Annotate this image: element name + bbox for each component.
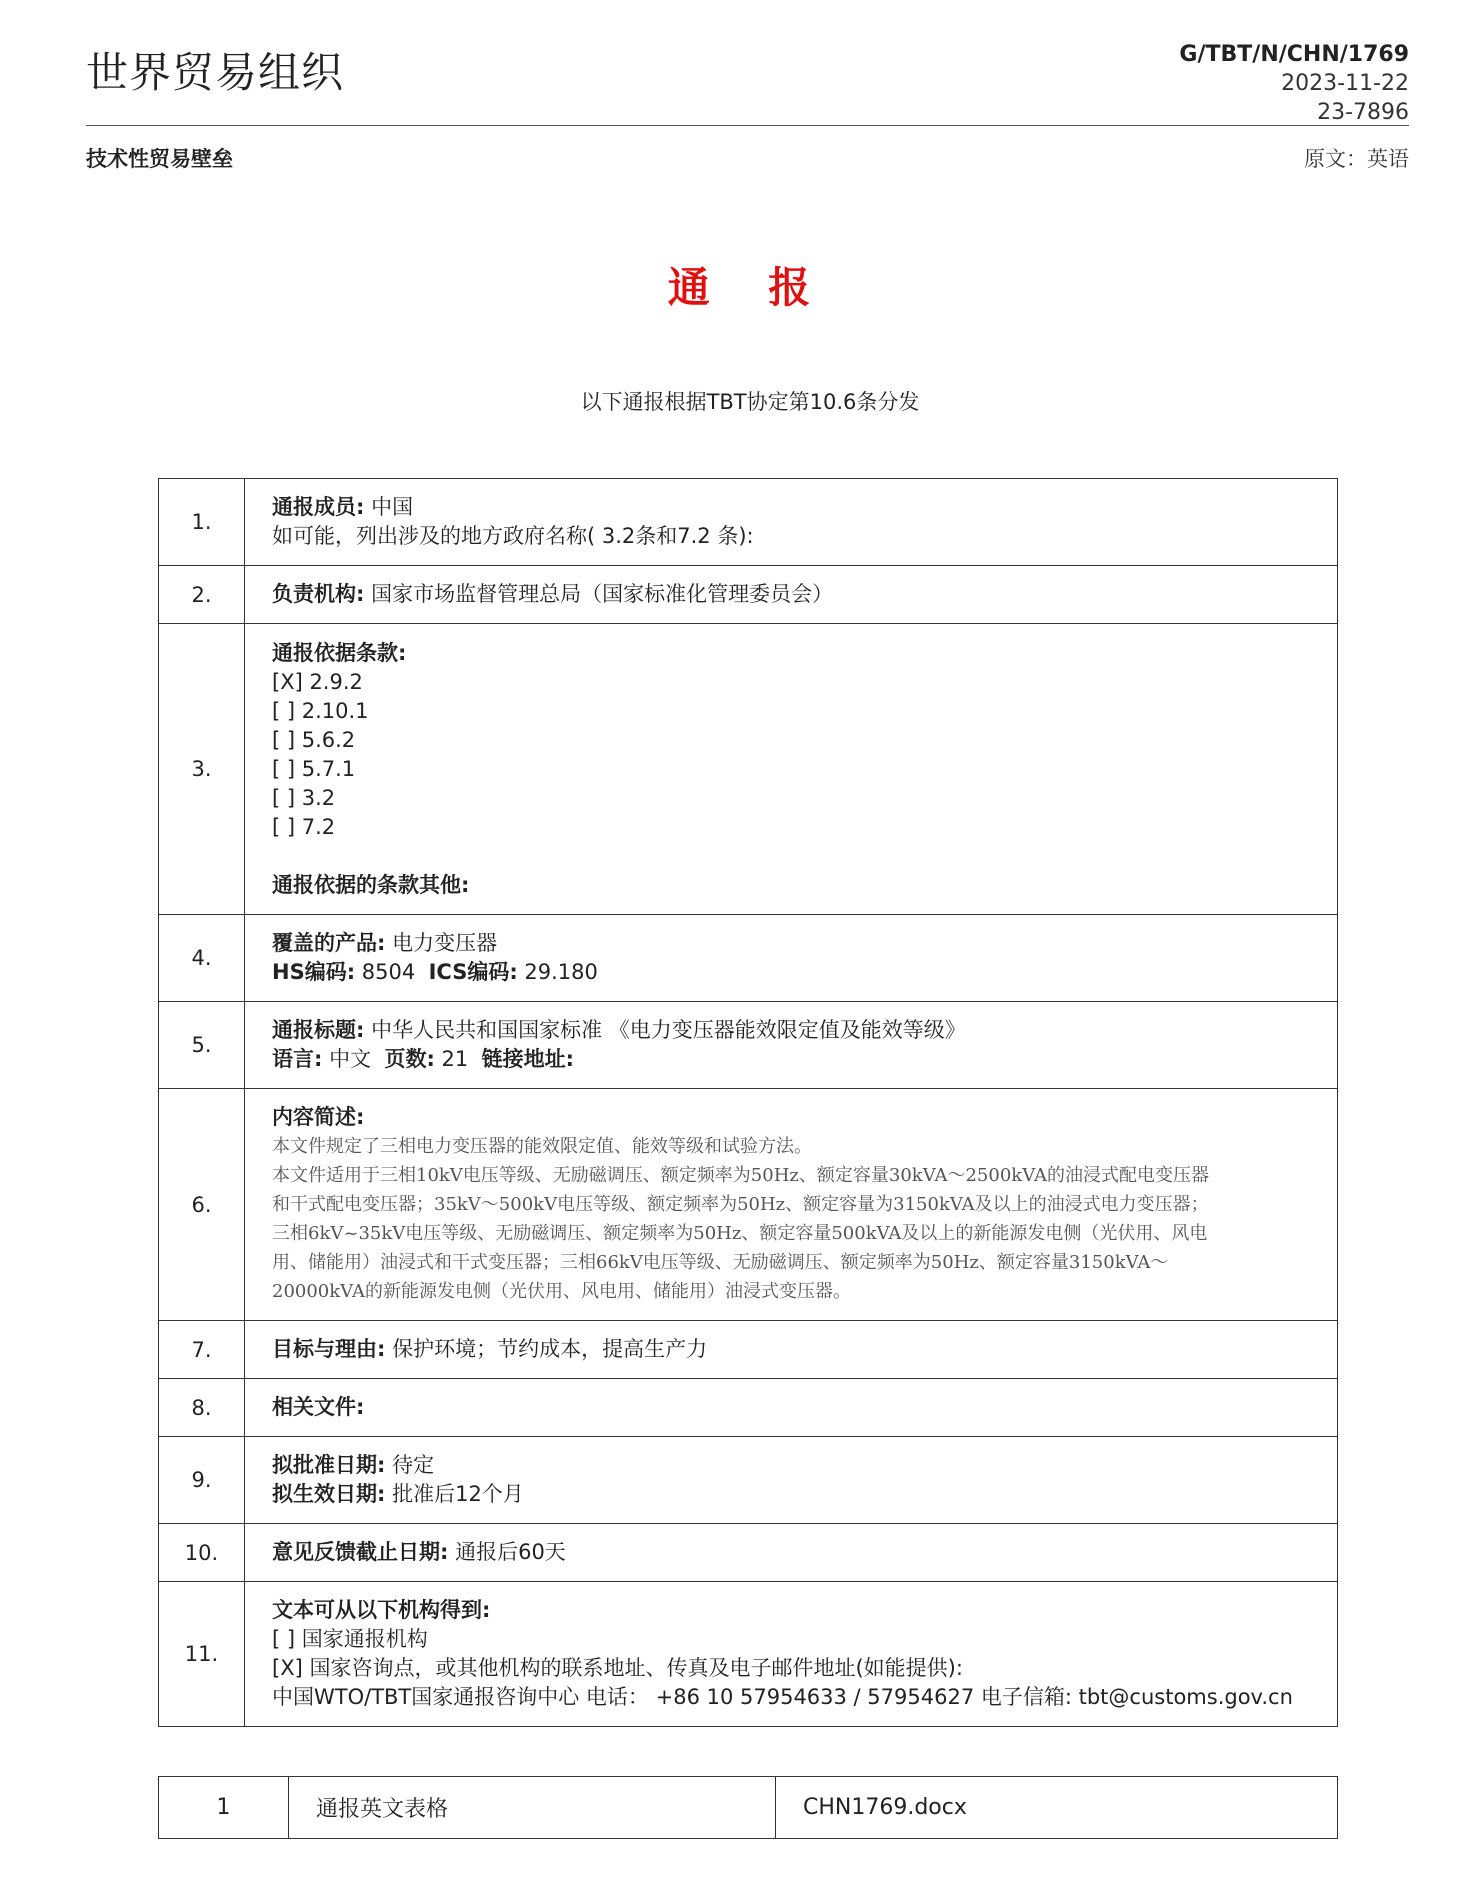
list-item: [ ] 国家通报机构	[272, 1627, 428, 1651]
list-item: [ ] 5.6.2	[272, 727, 356, 752]
field-label: 语言:	[272, 1047, 323, 1071]
contact-line: 中国WTO/TBT国家通报咨询中心 电话： +86 10 57954633 / 57954627 电子信箱: tbt@customs.gov.cn	[272, 1685, 1293, 1709]
description-line: 本文件适用于三相10kV电压等级、无励磁调压、额定频率为50Hz、额定容量30kVA～2500kVA的油浸式配电变压器	[272, 1165, 1209, 1186]
intro-text: 以下通报根据TBT协定第10.6条分发	[580, 390, 920, 414]
table-row	[159, 1002, 1338, 1089]
description-line: 用、储能用）油浸式和干式变压器；三相66kV电压等级、无励磁调压、额定频率为50Hz、额定容量3150kVA～	[272, 1252, 1169, 1273]
field-value: 保护环境；节约成本，提高生产力	[385, 1337, 708, 1361]
field-label: 负责机构:	[272, 582, 365, 606]
attachment-table	[158, 1776, 1338, 1839]
field-label: 内容简述:	[272, 1105, 365, 1129]
row-number: 3.	[159, 624, 245, 915]
notification-table	[158, 478, 1338, 1727]
field-label: 相关文件:	[272, 1395, 365, 1419]
row-content	[245, 1582, 1338, 1727]
row-content	[245, 1437, 1338, 1524]
document-date: 2023-11-22	[1281, 71, 1409, 96]
table-row	[159, 624, 1338, 915]
row-number: 10.	[159, 1524, 245, 1582]
table-row	[159, 915, 1338, 1002]
field-label: 链接地址:	[481, 1047, 575, 1071]
row-number: 5.	[159, 1002, 245, 1089]
field-label: 拟生效日期:	[272, 1482, 386, 1506]
field-value: 中华人民共和国国家标准 《电力变压器能效限定值及能效等级》	[364, 1018, 966, 1042]
row-content	[245, 915, 1338, 1002]
field-value: 国家市场监督管理总局（国家标准化管理委员会）	[364, 582, 834, 606]
list-item: [ ] 5.7.1	[272, 756, 356, 781]
row-number: 8.	[159, 1379, 245, 1437]
attachment-name: 通报英文表格	[289, 1777, 776, 1839]
list-item: [ ] 7.2	[272, 814, 336, 839]
table-row	[159, 1437, 1338, 1524]
row-content	[245, 1379, 1338, 1437]
row-content	[245, 1321, 1338, 1379]
field-value: 中国	[364, 495, 414, 519]
description-line: 和干式配电变压器；35kV～500kV电压等级、额定频率为50Hz、额定容量为3150kVA及以上的油浸式电力变压器；	[272, 1194, 1209, 1215]
field-label: 通报标题:	[272, 1018, 365, 1042]
field-value: 批准后12个月	[385, 1482, 524, 1506]
attachment-file-link[interactable]: CHN1769.docx	[776, 1777, 1338, 1839]
table-row	[159, 479, 1338, 566]
field-value: 待定	[385, 1453, 435, 1477]
table-row	[159, 1777, 1338, 1839]
field-label: HS编码:	[272, 960, 356, 984]
description-line: 本文件规定了三相电力变压器的能效限定值、能效等级和试验方法。	[272, 1136, 812, 1157]
field-label: 通报成员:	[272, 495, 365, 519]
row-number: 4.	[159, 915, 245, 1002]
field-label: 目标与理由:	[272, 1337, 386, 1361]
field-label: 意见反馈截止日期:	[272, 1540, 449, 1564]
table-row	[159, 1089, 1338, 1321]
field-label: 通报依据条款:	[272, 640, 407, 665]
reference-number: 23-7896	[1317, 100, 1409, 125]
row-content	[245, 566, 1338, 624]
table-row	[159, 1524, 1338, 1582]
table-row	[159, 1582, 1338, 1727]
row-content	[245, 479, 1338, 566]
row-content	[245, 1089, 1338, 1321]
list-item: [ ] 3.2	[272, 785, 336, 810]
document-meta	[1179, 40, 1409, 127]
table-row	[159, 1321, 1338, 1379]
field-label: 页数:	[384, 1047, 435, 1071]
field-value: 21	[434, 1047, 469, 1071]
row-number: 7.	[159, 1321, 245, 1379]
org-title: 世界贸易组织	[86, 48, 345, 97]
field-label: 拟批准日期:	[272, 1453, 386, 1477]
spacer	[272, 842, 1311, 871]
field-label: 通报依据的条款其他:	[272, 872, 470, 897]
field-value: 29.180	[517, 960, 598, 984]
field-note: 如可能，列出涉及的地方政府名称( 3.2条和7.2 条):	[272, 524, 754, 548]
row-number: 9.	[159, 1437, 245, 1524]
table-row	[159, 566, 1338, 624]
description-line: 三相6kV~35kV电压等级、无励磁调压、额定频率为50Hz、额定容量500kVA及以上的新能源发电侧（光伏用、风电	[272, 1223, 1208, 1244]
row-number: 6.	[159, 1089, 245, 1321]
row-content	[245, 624, 1338, 915]
document-number: G/TBT/N/CHN/1769	[1179, 42, 1409, 67]
attachment-number: 1	[159, 1777, 289, 1839]
field-label: ICS编码:	[428, 960, 518, 984]
field-label: 文本可从以下机构得到:	[272, 1598, 491, 1622]
list-item: [X] 2.9.2	[272, 669, 363, 694]
row-number: 2.	[159, 566, 245, 624]
table-row	[159, 1379, 1338, 1437]
row-number: 1.	[159, 479, 245, 566]
list-item: [X] 国家咨询点，或其他机构的联系地址、传真及电子邮件地址(如能提供):	[272, 1656, 963, 1680]
row-number: 11.	[159, 1582, 245, 1727]
notification-title: 通 报	[667, 263, 833, 312]
field-label: 覆盖的产品:	[272, 931, 386, 955]
original-language: 原文：英语	[1304, 147, 1409, 171]
header-rule	[86, 125, 1409, 126]
description-line: 20000kVA的新能源发电侧（光伏用、风电用、储能用）油浸式变压器。	[272, 1281, 851, 1302]
row-content	[245, 1524, 1338, 1582]
committee-name: 技术性贸易壁垒	[86, 147, 233, 171]
field-value: 8504	[355, 960, 416, 984]
list-item: [ ] 2.10.1	[272, 698, 369, 723]
field-value: 通报后60天	[448, 1540, 566, 1564]
row-content	[245, 1002, 1338, 1089]
field-value: 电力变压器	[385, 931, 498, 955]
field-value: 中文	[322, 1047, 372, 1071]
